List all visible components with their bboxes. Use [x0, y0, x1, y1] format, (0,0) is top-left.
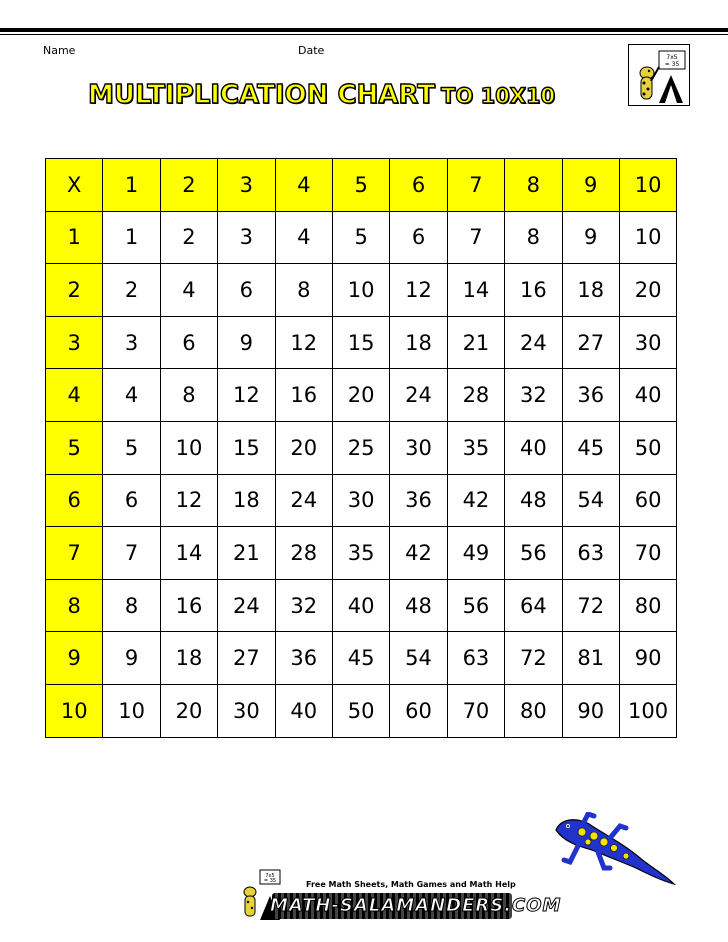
footer-tagline: Free Math Sheets, Math Games and Math Help	[306, 880, 516, 889]
product-cell: 9	[218, 316, 275, 369]
product-cell: 40	[619, 369, 676, 422]
product-cell: 2	[103, 264, 160, 317]
title-suffix: TO 10X10	[441, 84, 556, 108]
product-cell: 60	[390, 684, 447, 737]
product-cell: 20	[332, 369, 389, 422]
product-cell: 5	[103, 421, 160, 474]
product-cell: 8	[103, 579, 160, 632]
column-header: 1	[103, 159, 160, 212]
product-cell: 56	[447, 579, 504, 632]
table-row	[46, 632, 677, 685]
row-header: 2	[46, 264, 103, 317]
product-cell: 7	[447, 211, 504, 264]
product-cell: 12	[218, 369, 275, 422]
product-cell: 24	[390, 369, 447, 422]
product-cell: 72	[562, 579, 619, 632]
product-cell: 35	[447, 421, 504, 474]
product-cell: 50	[332, 684, 389, 737]
product-cell: 12	[160, 474, 217, 527]
footer-site-link[interactable]: MATH-SALAMANDERS.COM	[270, 895, 562, 916]
header-row	[46, 159, 677, 212]
product-cell: 42	[390, 527, 447, 580]
product-cell: 18	[562, 264, 619, 317]
product-cell: 80	[619, 579, 676, 632]
product-cell: 48	[505, 474, 562, 527]
salamander-icon	[548, 812, 678, 892]
salamander-teacher-logo-icon	[629, 45, 689, 105]
row-header: 7	[46, 527, 103, 580]
product-cell: 4	[275, 211, 332, 264]
product-cell: 64	[505, 579, 562, 632]
svg-text:= 35: = 35	[263, 878, 277, 884]
row-header: 4	[46, 369, 103, 422]
product-cell: 15	[332, 316, 389, 369]
product-cell: 36	[275, 632, 332, 685]
product-cell: 54	[562, 474, 619, 527]
product-cell: 56	[505, 527, 562, 580]
row-header: 6	[46, 474, 103, 527]
product-cell: 24	[275, 474, 332, 527]
date-label: Date	[298, 44, 325, 57]
table-row	[46, 474, 677, 527]
product-cell: 6	[390, 211, 447, 264]
logo-board-line1: 7x5	[666, 54, 678, 61]
product-cell: 32	[505, 369, 562, 422]
math-salamanders-logo	[628, 44, 690, 106]
product-cell: 54	[390, 632, 447, 685]
product-cell: 36	[390, 474, 447, 527]
product-cell: 21	[447, 316, 504, 369]
top-rule-thin	[0, 34, 728, 35]
product-cell: 80	[505, 684, 562, 737]
product-cell: 18	[390, 316, 447, 369]
product-cell: 40	[332, 579, 389, 632]
product-cell: 70	[619, 527, 676, 580]
product-cell: 28	[447, 369, 504, 422]
product-cell: 5	[332, 211, 389, 264]
table-row	[46, 527, 677, 580]
product-cell: 90	[619, 632, 676, 685]
corner-cell: X	[46, 159, 103, 212]
column-header: 7	[447, 159, 504, 212]
product-cell: 40	[275, 684, 332, 737]
product-cell: 20	[619, 264, 676, 317]
product-cell: 9	[103, 632, 160, 685]
product-cell: 24	[218, 579, 275, 632]
column-header: 5	[332, 159, 389, 212]
product-cell: 6	[103, 474, 160, 527]
table-row	[46, 211, 677, 264]
product-cell: 18	[160, 632, 217, 685]
product-cell: 45	[562, 421, 619, 474]
column-header: 10	[619, 159, 676, 212]
logo-board-line2: = 35	[664, 61, 680, 68]
product-cell: 10	[160, 421, 217, 474]
product-cell: 2	[160, 211, 217, 264]
product-cell: 3	[103, 316, 160, 369]
product-cell: 14	[160, 527, 217, 580]
product-cell: 30	[619, 316, 676, 369]
row-header: 9	[46, 632, 103, 685]
row-header: 10	[46, 684, 103, 737]
product-cell: 21	[218, 527, 275, 580]
table-row	[46, 369, 677, 422]
row-header: 3	[46, 316, 103, 369]
product-cell: 1	[103, 211, 160, 264]
product-cell: 30	[390, 421, 447, 474]
product-cell: 4	[160, 264, 217, 317]
product-cell: 8	[275, 264, 332, 317]
multiplication-table	[45, 158, 677, 738]
product-cell: 4	[103, 369, 160, 422]
title-main: MULTIPLICATION CHART	[88, 80, 436, 110]
product-cell: 100	[619, 684, 676, 737]
product-cell: 6	[160, 316, 217, 369]
product-cell: 27	[562, 316, 619, 369]
product-cell: 90	[562, 684, 619, 737]
product-cell: 28	[275, 527, 332, 580]
product-cell: 36	[562, 369, 619, 422]
product-cell: 42	[447, 474, 504, 527]
product-cell: 63	[562, 527, 619, 580]
product-cell: 8	[160, 369, 217, 422]
column-header: 8	[505, 159, 562, 212]
table-row	[46, 579, 677, 632]
product-cell: 6	[218, 264, 275, 317]
row-header: 8	[46, 579, 103, 632]
page-title	[88, 80, 555, 110]
product-cell: 18	[218, 474, 275, 527]
product-cell: 63	[447, 632, 504, 685]
product-cell: 30	[218, 684, 275, 737]
product-cell: 9	[562, 211, 619, 264]
product-cell: 35	[332, 527, 389, 580]
product-cell: 24	[505, 316, 562, 369]
table-row	[46, 264, 677, 317]
table-row	[46, 316, 677, 369]
product-cell: 15	[218, 421, 275, 474]
product-cell: 48	[390, 579, 447, 632]
product-cell: 40	[505, 421, 562, 474]
product-cell: 27	[218, 632, 275, 685]
product-cell: 14	[447, 264, 504, 317]
product-cell: 12	[390, 264, 447, 317]
product-cell: 60	[619, 474, 676, 527]
product-cell: 3	[218, 211, 275, 264]
product-cell: 10	[619, 211, 676, 264]
product-cell: 20	[160, 684, 217, 737]
table-row	[46, 684, 677, 737]
column-header: 2	[160, 159, 217, 212]
product-cell: 10	[332, 264, 389, 317]
product-cell: 30	[332, 474, 389, 527]
product-cell: 20	[275, 421, 332, 474]
product-cell: 12	[275, 316, 332, 369]
product-cell: 45	[332, 632, 389, 685]
svg-text:7x5: 7x5	[265, 873, 275, 879]
column-header: 4	[275, 159, 332, 212]
row-header: 1	[46, 211, 103, 264]
name-label: Name	[43, 44, 76, 57]
product-cell: 16	[160, 579, 217, 632]
product-cell: 16	[275, 369, 332, 422]
product-cell: 50	[619, 421, 676, 474]
row-header: 5	[46, 421, 103, 474]
product-cell: 70	[447, 684, 504, 737]
column-header: 6	[390, 159, 447, 212]
product-cell: 32	[275, 579, 332, 632]
product-cell: 16	[505, 264, 562, 317]
product-cell: 81	[562, 632, 619, 685]
top-rule	[0, 28, 728, 32]
product-cell: 7	[103, 527, 160, 580]
product-cell: 72	[505, 632, 562, 685]
product-cell: 25	[332, 421, 389, 474]
product-cell: 8	[505, 211, 562, 264]
product-cell: 49	[447, 527, 504, 580]
column-header: 3	[218, 159, 275, 212]
column-header: 9	[562, 159, 619, 212]
table-row	[46, 421, 677, 474]
product-cell: 10	[103, 684, 160, 737]
